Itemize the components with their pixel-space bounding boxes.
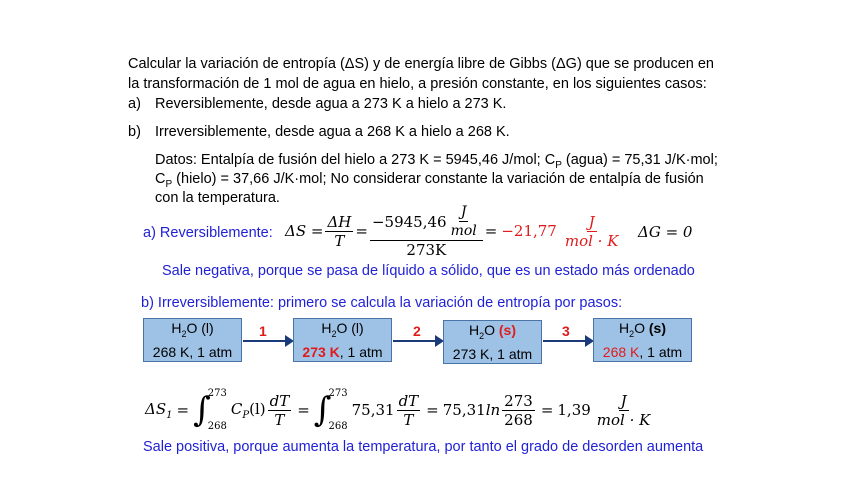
datos-1-pre: Datos: Entalpía de fusión del hielo a 273 K = 5945,46 J/mol; C [155, 152, 556, 168]
item-a-marker: a) [128, 96, 141, 112]
arrow-2 [393, 340, 437, 342]
t: T [334, 231, 345, 250]
dg-equation: ΔG = 0 [638, 223, 693, 241]
ln-coef: 75,31 [442, 401, 486, 419]
den-value: 273K [406, 241, 447, 259]
result-unit-num: J [588, 212, 595, 231]
ds-lhs: ΔS = [285, 222, 324, 240]
state-box-1 [143, 318, 242, 362]
state-box-4 [593, 318, 692, 362]
part-a-equation [285, 204, 622, 259]
step-3-label: 3 [562, 323, 570, 339]
dt-over-t-1: $\frac{dT}{T}$ [269, 391, 290, 429]
ds1-eq-3: = [426, 401, 439, 419]
box-1-species: $H_2O$ (l) [171, 320, 214, 339]
box-4-conditions: 268 K, 1 atm [602, 343, 683, 360]
step-2-label: 2 [413, 323, 421, 339]
num-value: −5945,46 [371, 212, 447, 231]
part-b-label: b) Irreversiblemente: primero se calcula la variación de entropía por pasos: [141, 295, 623, 311]
datos-2-pre: C [155, 171, 166, 187]
box-4-species: $H_2O$ (s) [618, 320, 667, 339]
box-1-conditions: 268 K, 1 atm [152, 343, 233, 360]
problem-line-2: la transformación de 1 mol de agua en hielo, a presión constante, en los siguientes casos: [128, 76, 707, 92]
result-unit [563, 213, 621, 250]
item-b-marker: b) [128, 124, 141, 140]
state-box-3 [443, 320, 542, 364]
part-a-label: a) Reversiblemente: [143, 225, 273, 241]
item-a-text: Reversiblemente, desde agua a 273 K a hielo a 273 K. [155, 96, 507, 112]
integral-sign-1: ∫ [193, 390, 211, 430]
unit-mol: mol [450, 223, 477, 239]
state-box-2 [293, 318, 392, 362]
box-3-species: $H_2O$ (s) [468, 322, 517, 341]
ds1-result: 1,39 [557, 401, 591, 419]
integral-limits-1: 273 268 [207, 388, 227, 432]
value-fraction [370, 203, 483, 259]
box-2-species: $H_2O$ (l) [321, 320, 364, 339]
ln-fraction: $\frac{273}{268}$ [504, 391, 533, 429]
ds1-eq-4: = [540, 401, 554, 419]
cp-l: $C_P(l)$ [230, 399, 266, 421]
coef-1: 75,31 [351, 401, 395, 419]
dt-over-t-2: $\frac{dT}{T}$ [398, 391, 419, 429]
integral-limits-2: 273 268 [328, 388, 348, 432]
result-unit-den: mol · K [564, 231, 619, 250]
ds1-unit: $\frac{J}{\text{mol · K}}$ [596, 391, 651, 429]
cp-sub: P [555, 159, 562, 171]
value-numerator [370, 203, 483, 241]
eq-1: = [355, 222, 368, 240]
arrow-3 [543, 340, 587, 342]
integral-sign-2: ∫ [313, 390, 332, 430]
box-3-conditions: 273 K, 1 atm [452, 345, 533, 362]
eq-2: = [484, 222, 498, 240]
ds1-eq-1: = [176, 401, 190, 419]
j-per-mol [449, 203, 479, 240]
item-b-text: Irreversiblemente, desde agua a 268 K a hielo a 268 K. [155, 124, 510, 140]
ds1-equation [145, 383, 654, 437]
ds1-eq-2: = [297, 401, 310, 419]
cp-sub-2: P [165, 178, 173, 190]
datos-1-post: (agua) = 75,31 J/K·mol; [561, 152, 718, 168]
ds1-lhs: $\Delta S_1$ [145, 399, 173, 421]
part-a-comment: Sale negativa, porque se pasa de líquido a sólido, que es un estado más ordenado [162, 263, 695, 279]
result-value: −21,77 [501, 222, 557, 240]
dh-over-t [325, 213, 353, 250]
problem-line-1: Calcular la variación de entropía (ΔS) y de energía libre de Gibbs (ΔG) que se producen en [128, 56, 714, 72]
step-1-label: 1 [259, 323, 267, 339]
datos-line-3: con la temperatura. [155, 190, 280, 206]
dh: ΔH [327, 212, 352, 231]
ln: ln [485, 401, 501, 419]
part-b-comment: Sale positiva, porque aumenta la temperatura, por tanto el grado de desorden aumenta [143, 439, 704, 455]
datos-2-post: (hielo) = 37,66 J/K·mol; No considerar constante la variación de entalpía de fusión [172, 171, 704, 187]
arrow-1 [243, 340, 287, 342]
box-2-conditions: 273 K, 1 atm [302, 343, 383, 360]
unit-j: J [460, 204, 467, 220]
